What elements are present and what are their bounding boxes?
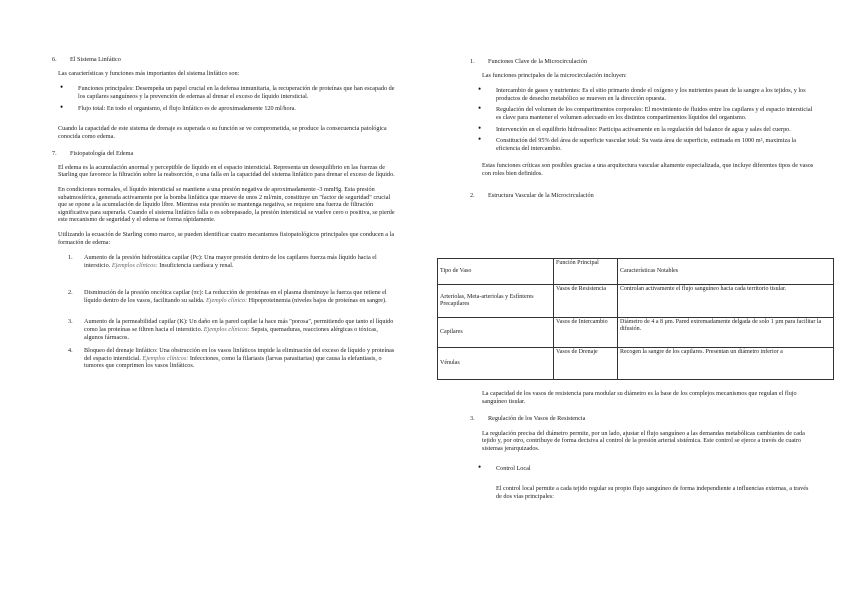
table-cell: Arteriolas, Meta-arteriolas y Esfínteres Precapilares bbox=[438, 285, 554, 318]
left-column bbox=[52, 56, 397, 370]
table-header: Función Principal bbox=[554, 259, 618, 285]
table-cell: Diámetro de 4 a 8 µm. Pared extremadamente delgada de solo 1 µm para facilitar la difusión. bbox=[618, 318, 834, 348]
table-header: Características Notables bbox=[618, 259, 834, 285]
section-title: Fisiopatología del Edema bbox=[70, 150, 134, 158]
mechanism-item: 4. Bloqueo del drenaje linfático: Una obstrucción en los vasos linfáticos impide la eliminación del exceso de líquido y proteínas del espacio intersticial. Ejemplos clínicos: Infecciones, como la filariasis (larvas parasitarias) que causa la elefantiasis, o tumores que comprimen los vasos linfáticos. bbox=[68, 347, 395, 370]
mechanism-item: 3. Aumento de la permeabilidad capilar (K): Un daño en la pared capilar la hace más "porosa", permitiendo que tanto el líquido como las proteínas se filtren hacia el intersticio. Ejemplos clínicos: Sepsis, quemaduras, reacciones alérgicas o tóxicas, algunos fármacos. bbox=[68, 318, 394, 341]
table-row bbox=[438, 318, 834, 348]
list-item: • Control Local bbox=[470, 465, 815, 473]
section-1-heading bbox=[470, 58, 815, 66]
section-title: Estructura Vascular de la Microcirculación bbox=[488, 191, 594, 199]
section-title: Regulación de los Vasos de Resistencia bbox=[488, 415, 586, 423]
section-number: 2. bbox=[470, 191, 475, 199]
mechanisms-list bbox=[52, 254, 397, 370]
s7-paragraph-2: En condiciones normales, el líquido intersticial se mantiene a una presión negativa de aproximadamente -3 mmHg. Esta presión subatmosférica, generada activamente por la bomba linfática que mueve de unos 2 ml/min, constituye un "factor de seguridad" crucial que se opone a la acumulación de líquido libre. Mientras esta presión se mantenga negativa, se requiere una fuerza de filtración significativa para superarla. Cuando el sistema linfático falla o es sobrepasado, la presión intersticial se vuelve cero o positiva, se pierde este mecanismo de seguridad y el edema se forma rápidamente. bbox=[58, 185, 395, 224]
table-cell: Vasos de Resistencia bbox=[554, 285, 618, 318]
s6-intro: Las características y funciones más importantes del sistema linfático son: bbox=[58, 69, 240, 77]
table-row bbox=[438, 285, 834, 318]
s6-closing: Cuando la capacidad de este sistema de drenaje es superada o su función se ve comprometida, se produce la consecuencia patológica conocida como edema. bbox=[58, 124, 387, 140]
s3-text: El control local permite a cada tejido regular su propio flujo sanguíneo de forma independiente a influencias externas, a través de dos vías principales: bbox=[496, 485, 809, 500]
section-title: El Sistema Linfático bbox=[70, 56, 121, 63]
table-row bbox=[438, 348, 834, 380]
section-3-heading bbox=[470, 415, 815, 423]
s1-intro: Las funciones principales de la microcirculación incluyen: bbox=[482, 71, 627, 79]
s3-intro: La regulación precisa del diámetro permite, por un lado, ajustar el flujo sanguíneo a las demandas metabólicas cambiantes de cada tejido y, por otro, contribuye de forma decisiva al control de la presión arterial sistémica. Este control se ejerce a través de cuatro sistemas jerarquizados. bbox=[482, 429, 805, 452]
table-cell: Capilares bbox=[438, 318, 554, 348]
s3-bullets bbox=[470, 465, 815, 473]
section-number: 7. bbox=[52, 150, 57, 158]
table-header-row bbox=[438, 259, 834, 285]
table-header: Tipo de Vaso bbox=[438, 259, 554, 285]
s7-paragraph-1: El edema es la acumulación anormal y perceptible de líquido en el espacio intersticial. Representa un desequilibrio en las fuerzas de Starling que favorece la filtración sobre la reabsorción, o una falla en la capacidad del sistema linfático para drenar el exceso de líquido. bbox=[58, 163, 395, 179]
section-2-heading bbox=[470, 192, 815, 200]
table-cell: Vasos de Intercambio bbox=[554, 318, 618, 348]
table-cell: Controlan activamente el flujo sanguíneo hacia cada territorio tisular. bbox=[618, 285, 834, 318]
right-column-lower bbox=[470, 390, 815, 500]
mechanism-item: 2. Disminución de la presión oncótica capilar (πc): La reducción de proteínas en el plasma disminuye la fuerza que retiene el líquido dentro de los vasos, facilitando su salida. Ejemplo clínico: Hipoproteinemia (niveles bajos de proteínas en sangre). bbox=[68, 289, 387, 304]
list-item: • Constitución del 95% del área de superficie vascular total: Su vasta área de superficie, estimada en 1000 m², maximiza la eficiencia del intercambio. bbox=[470, 137, 815, 152]
section-title: Funciones Clave de la Microcirculación bbox=[488, 58, 587, 65]
list-item: • Funciones principales: Desempeña un papel crucial en la defensa inmunitaria, la recuperación de proteínas que han escapado de los capilares sanguíneos y la prevención de edemas al drenar el exceso de líquido intersticial. bbox=[52, 85, 397, 100]
s1-closing: Estas funciones críticas son posibles gracias a una arquitectura vascular altamente especializada, que incluye diferentes tipos de vasos con roles bien definidos. bbox=[482, 162, 814, 177]
table-cell: Vasos de Drenaje bbox=[554, 348, 618, 380]
list-item: • Regulación del volumen de los compartimentos corporales: El movimiento de fluidos entre los capilares y el espacio intersticial es clave para mantener el volumen adecuado en los distintos compartimentos líquidos del organismo. bbox=[470, 106, 815, 121]
table-cell: Vénulas bbox=[438, 348, 554, 380]
vessel-table bbox=[437, 258, 834, 380]
section-7-heading bbox=[52, 150, 397, 158]
section-6-heading bbox=[52, 56, 397, 64]
list-item: • Intervención en el equilibrio hidrosalino: Participa activamente en la regulación del balance de agua y sales del cuerpo. bbox=[470, 126, 815, 134]
section-number: 6. bbox=[52, 56, 57, 63]
table-cell: Recogen la sangre de los capilares. Presentan un diámetro inferior a bbox=[618, 348, 834, 380]
s2-closing: La capacidad de los vasos de resistencia para modular su diámetro es la base de los complejos mecanismos que regulan el flujo sanguíneo tisular. bbox=[482, 390, 797, 405]
s6-bullets bbox=[52, 85, 397, 113]
right-column bbox=[470, 58, 815, 199]
list-item: • Flujo total: En todo el organismo, el flujo linfático es de aproximadamente 120 ml/hora. bbox=[52, 105, 397, 113]
section-number: 1. bbox=[470, 58, 475, 65]
section-number: 3. bbox=[470, 415, 475, 423]
s7-paragraph-3: Utilizando la ecuación de Starling como marco, se pueden identificar cuatro mecanismos fisiopatológicos principales que conducen a la formación de edema: bbox=[58, 230, 395, 246]
list-item: • Intercambio de gases y nutrientes: Es el sitio primario donde el oxígeno y los nutrientes pasan de la sangre a los tejidos, y los productos de desecho metabólico se mueven en la dirección opuesta. bbox=[470, 87, 815, 102]
mechanism-item: 1. Aumento de la presión hidrostática capilar (Pc): Una mayor presión dentro de los capilares fuerza más líquido hacia el intersticio. Ejemplos clínicos: Insuficiencia cardíaca y renal. bbox=[68, 254, 377, 269]
s1-bullets bbox=[470, 87, 815, 152]
